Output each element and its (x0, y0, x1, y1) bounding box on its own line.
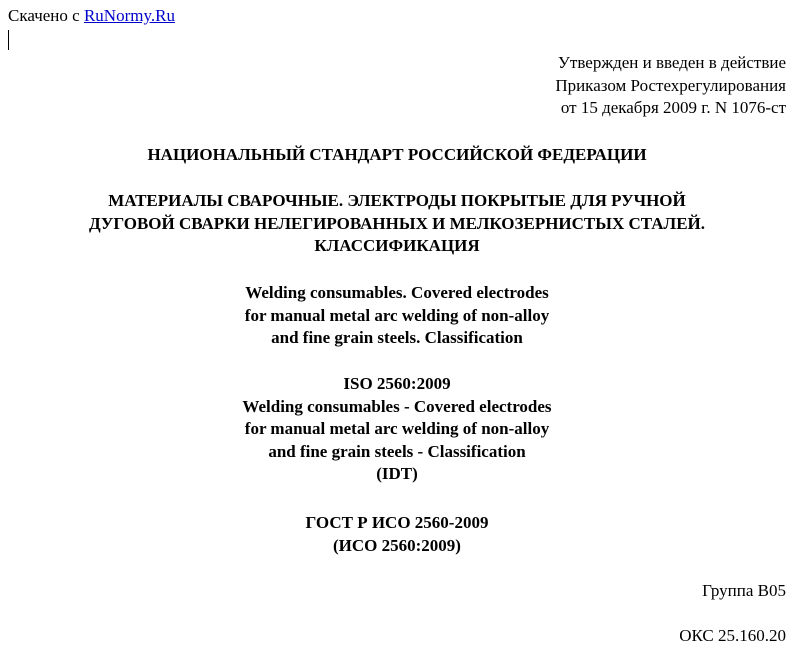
title-russian-line: КЛАССИФИКАЦИЯ (314, 236, 480, 255)
national-standard-text: НАЦИОНАЛЬНЫЙ СТАНДАРТ РОССИЙСКОЙ ФЕДЕРАЦИИ (147, 145, 647, 164)
title-russian (0, 190, 794, 258)
source-prefix: Скачено с (8, 6, 84, 25)
oks-code: ОКС 25.160.20 (679, 626, 786, 645)
approval-block (555, 52, 786, 120)
group-code: Группа В05 (702, 581, 786, 600)
title-english-line: Welding consumables. Covered electrodes (245, 283, 549, 302)
gost-designation-block (0, 512, 794, 557)
text-cursor (8, 30, 9, 50)
title-english-line: for manual metal arc welding of non-alloy (244, 305, 550, 325)
gost-iso-ref: (ИСО 2560:2009) (333, 535, 461, 555)
approval-line: Утвержден и введен в действие (557, 53, 786, 72)
iso-title-line: and fine grain steels - Classification (268, 441, 526, 461)
iso-title-line: Welding consumables - Covered electrodes (242, 396, 552, 416)
source-link[interactable]: RuNormy.Ru (83, 6, 175, 25)
iso-title-line: for manual metal arc welding of non-alloy (244, 419, 550, 438)
title-russian-line: ДУГОВОЙ СВАРКИ НЕЛЕГИРОВАННЫХ И МЕЛКОЗЕРНИСТЫХ СТАЛЕЙ. (88, 213, 706, 233)
iso-reference-block (0, 373, 794, 486)
approval-line: Приказом Ростехрегулирования (555, 75, 786, 95)
approval-line: от 15 декабря 2009 г. N 1076-ст (560, 98, 786, 117)
iso-equivalence: (IDT) (376, 464, 418, 483)
title-english (0, 282, 794, 350)
source-line (8, 6, 175, 26)
title-english-line: and fine grain steels. Classification (271, 328, 523, 347)
iso-code: ISO 2560:2009 (343, 374, 451, 393)
gost-code: ГОСТ Р ИСО 2560-2009 (305, 513, 489, 532)
title-russian-line: МАТЕРИАЛЫ СВАРОЧНЫЕ. ЭЛЕКТРОДЫ ПОКРЫТЫЕ ДЛЯ РУЧНОЙ (108, 191, 686, 210)
national-standard-heading (0, 144, 794, 167)
